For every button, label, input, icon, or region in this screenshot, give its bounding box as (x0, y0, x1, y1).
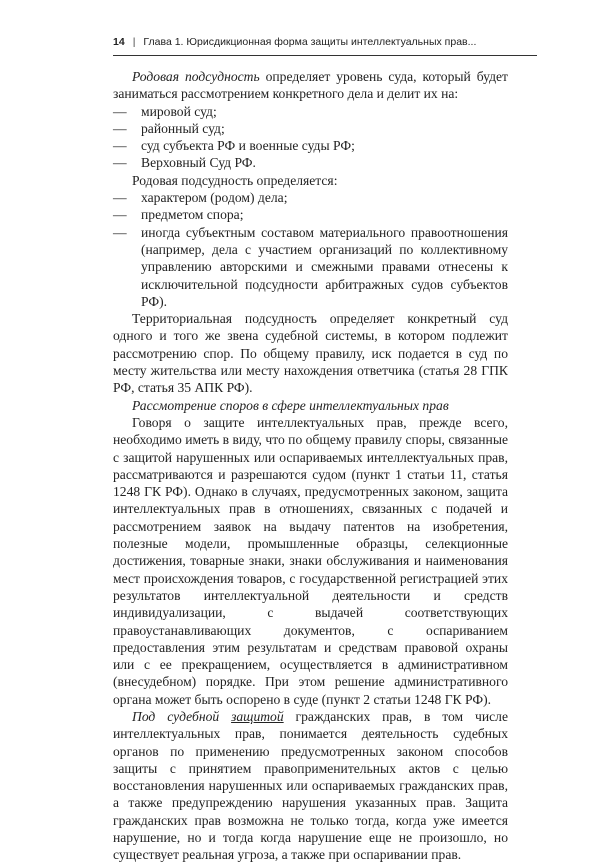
paragraph-ip-disputes: Говоря о защите интеллектуальных прав, прежде всего, необходимо иметь в виду, что по общему правилу споры, связанные с защитой нарушенных или оспариваемых интеллектуальных прав, рассматриваются и разрешаются судом (пункт 1 статьи 11, статья 1248 ГК РФ). Однако в случаях, предусмотренных законом, защита интеллектуальных прав в отношениях, связанных с подачей и рассмотрением заявок на выдачу патентов на изобретения, полезные модели, промышленные образцы, селекционные достижения, товарные знаки, знаки обслуживания и наименования мест происхождения товаров, с государственной регистрацией этих результатов интеллектуальной деятельности и средств индивидуализации, с выдачей соответствующих правоустанавливающих документов, с оспариванием предоставления этим результатам и средствам правовой охраны или с ее прекращением, осуществляется в административном (внесудебном) порядке. При этом решение административного органа может быть оспорено в суде (пункт 2 статьи 1248 ГК РФ). (113, 414, 508, 707)
paragraph-generic-jurisdiction: Родовая подсудность определяет уровень суда, который будет заниматься рассмотрением конкретного дела и делит их на: (113, 69, 508, 102)
criteria-list (113, 189, 508, 310)
term-generic-jurisdiction: Родовая подсудность (132, 69, 260, 84)
running-head (113, 36, 537, 48)
list-item: — иногда субъектным составом материального правоотношения (например, дела с участием организаций по коллективному управлению авторскими и смежными правами отнесены к исключительной подсудности арбитражных судов субъектов РФ). (113, 224, 508, 309)
header-rule (113, 55, 537, 56)
chapter-title: Глава 1. Юрисдикционная форма защиты интеллектуальных прав... (143, 36, 477, 48)
list-item: — характером (родом) дела; (113, 190, 288, 206)
section-subheading: Рассмотрение споров в сфере интеллектуальных прав (132, 397, 449, 413)
paragraph-territorial-jurisdiction: Территориальная подсудность определяет конкретный суд одного и того же звена судебной системы, в котором подлежит рассмотрению спор. По общему правилу, иск подается в суд по месту жительства или месту нахождения ответчика (статья 28 ГПК РФ, статья 35 АПК РФ). (113, 311, 508, 396)
paragraph-determined-by: Родовая подсудность определяется: (132, 172, 338, 188)
list-item: — суд субъекта РФ и военные суды РФ; (113, 138, 355, 154)
header-separator: | (132, 36, 136, 48)
list-item: — районный суд; (113, 120, 225, 136)
list-item: — Верховный Суд РФ. (113, 155, 256, 171)
list-item: — мировой суд; (113, 103, 217, 119)
paragraph-judicial-protection: Под судебной защитой гражданских прав, в том числе интеллектуальных прав, понимается деятельность судебных органов по применению предусмотренных законом способов защиты с принятием правоприменительных актов с целью восстановления нарушенных или оспариваемых гражданских прав, а также предупреждению нарушения указанных прав. Защита гражданских прав возможна не только тогда, когда уже имеется нарушение, но и тогда когда нарушение еще не произошло, но существует реальная угроза, а также при оспаривании прав. (113, 708, 508, 863)
page-number: 14 (113, 36, 125, 48)
term-judicial-protection: Под судебной защитой (132, 708, 284, 724)
court-levels-list (113, 103, 508, 172)
page-body (113, 68, 508, 864)
list-item: — предметом спора; (113, 207, 244, 223)
